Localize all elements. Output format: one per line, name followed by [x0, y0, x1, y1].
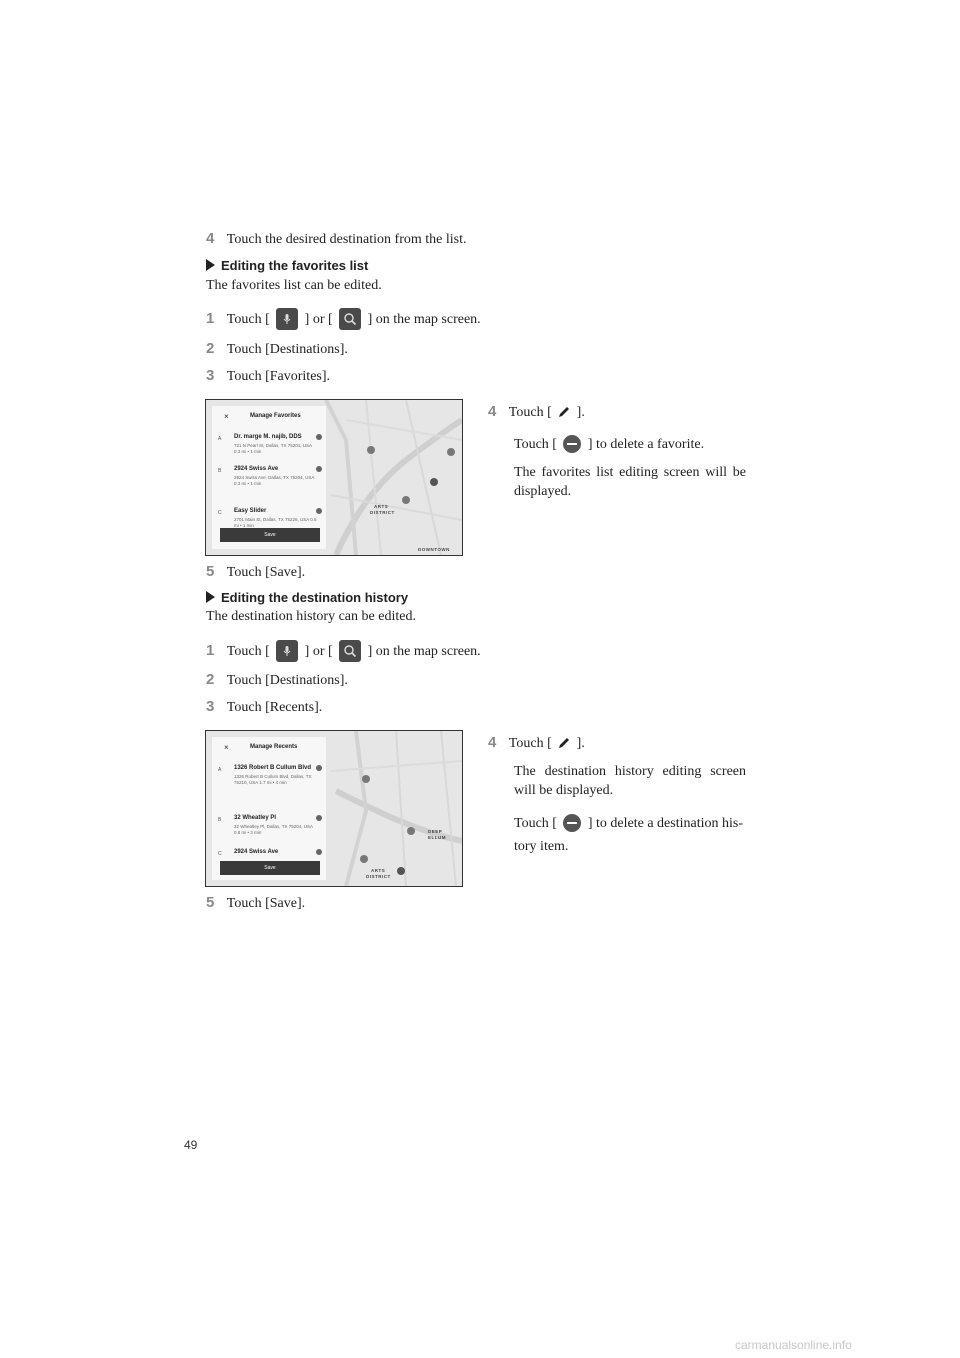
history-heading-text: Editing the destination history — [221, 590, 409, 605]
remove-icon[interactable] — [316, 815, 322, 821]
favorites-step-2 — [206, 340, 348, 358]
entry-address: 32 Wheatley Pl, Dallas, TX 75204, USA 0.8 mi • 2 min — [234, 824, 313, 835]
history-step-2 — [206, 671, 348, 689]
delete-text-post: ] to delete a destination his-tory item. — [514, 816, 743, 854]
favorites-heading-text: Editing the favorites list — [221, 258, 369, 273]
entry-name: 32 Wheatley Pl — [234, 815, 277, 821]
step-number: 1 — [206, 310, 215, 328]
favorites-step-5 — [206, 563, 305, 581]
step-text-mid: ] or [ — [304, 644, 333, 660]
history-step-4 — [488, 734, 746, 858]
delete-text-post: ] to delete a favorite. — [587, 437, 705, 453]
step-number: 2 — [206, 671, 215, 688]
remove-icon[interactable] — [316, 508, 322, 514]
entry-name: Easy Slider — [234, 508, 267, 514]
map-label: DOWNTOWN — [418, 547, 450, 552]
entry-letter: A — [218, 767, 222, 773]
panel-title: Manage Favorites — [250, 413, 301, 419]
delete-text-pre: Touch [ — [514, 816, 557, 831]
step-text-pre: Touch [ — [508, 405, 552, 420]
entry-letter: B — [218, 817, 222, 823]
delete-text-pre: Touch [ — [514, 437, 557, 453]
intro-step-4 — [206, 230, 467, 248]
step-text-post: ]. — [576, 405, 585, 420]
map-label: DEEP — [428, 829, 443, 834]
history-description: The destination history can be edited. — [206, 609, 416, 624]
pencil-icon — [556, 404, 572, 420]
history-heading — [206, 590, 408, 605]
step-number: 4 — [488, 403, 497, 420]
close-icon[interactable]: × — [224, 412, 229, 421]
save-button[interactable]: Save — [220, 861, 320, 875]
remove-icon[interactable] — [316, 466, 322, 472]
triangle-bullet-icon — [206, 591, 215, 603]
entry-address: 721 N Pearl St, Dallas, TX 75201, USA 0.3 mi • 1 min — [234, 443, 312, 454]
footer-watermark[interactable]: carmanualsonline.info — [735, 1338, 852, 1352]
step-text: Touch [Destinations]. — [226, 673, 348, 688]
entry-letter: C — [218, 851, 222, 857]
map-label: DISTRICT — [370, 510, 395, 515]
save-button[interactable]: Save — [220, 528, 320, 542]
step-text-post: ] on the map screen. — [367, 644, 481, 660]
close-icon[interactable]: × — [224, 743, 229, 752]
step-number: 5 — [206, 894, 215, 911]
step-text: Touch [Save]. — [226, 565, 306, 580]
remove-icon[interactable] — [316, 434, 322, 440]
step-text-pre: Touch [ — [226, 644, 270, 660]
history-step-1 — [206, 640, 481, 662]
triangle-bullet-icon — [206, 259, 215, 271]
step-number: 5 — [206, 563, 215, 580]
step-text: Touch the desired destination from the list. — [226, 232, 467, 247]
microphone-icon — [276, 640, 298, 662]
step-text-pre: Touch [ — [508, 736, 552, 751]
step-text: Touch [Favorites]. — [226, 369, 331, 384]
step-note: The destination history editing screen will be displayed. — [514, 764, 746, 798]
entry-letter: C — [218, 510, 222, 516]
step-text-post: ]. — [576, 736, 585, 751]
entry-letter: A — [218, 436, 222, 442]
remove-icon[interactable] — [316, 765, 322, 771]
step-number: 3 — [206, 367, 215, 384]
step-text-pre: Touch [ — [226, 312, 270, 328]
minus-circle-icon — [563, 814, 581, 832]
step-text: Touch [Recents]. — [226, 700, 323, 715]
map-label: ARTS — [371, 868, 386, 873]
search-icon — [339, 640, 361, 662]
step-number: 2 — [206, 340, 215, 357]
entry-address: 1326 Robert B Cullum Blvd, Dallas, TX 75210, USA 1.7 mi • 4 min — [234, 774, 312, 785]
step-text-post: ] on the map screen. — [367, 312, 481, 328]
favorites-description: The favorites list can be edited. — [206, 278, 382, 293]
history-step-3 — [206, 698, 322, 716]
manage-recents-screenshot — [205, 730, 463, 887]
entry-name: 2924 Swiss Ave — [234, 466, 279, 472]
favorites-heading — [206, 258, 368, 273]
entry-name: 2924 Swiss Ave — [234, 849, 279, 855]
step-text: Touch [Save]. — [226, 896, 306, 911]
entry-letter: B — [218, 468, 222, 474]
step-note: The favorites list editing screen will be displayed. — [514, 465, 746, 500]
map-label: ARTS — [374, 504, 389, 509]
map-label: ELLUM — [428, 835, 446, 840]
step-number: 4 — [488, 734, 497, 751]
entry-address: 2701 Main St, Dallas, TX 75226, USA 0.6 mi • 1 min — [234, 517, 317, 528]
entry-name: Dr. marge M. najib, DDS — [234, 434, 302, 440]
remove-icon[interactable] — [316, 849, 322, 855]
microphone-icon — [276, 308, 298, 330]
manage-favorites-screenshot — [205, 399, 463, 556]
favorites-step-4 — [488, 403, 746, 501]
pencil-icon — [556, 735, 572, 751]
recents-list-panel — [212, 737, 326, 880]
entry-address: 2924 Swiss Ave, Dallas, TX 75204, USA 0.3 mi • 1 min — [234, 475, 315, 486]
entry-name: 1326 Robert B Cullum Blvd — [234, 765, 312, 771]
search-icon — [339, 308, 361, 330]
step-number: 3 — [206, 698, 215, 715]
favorites-step-3 — [206, 367, 330, 385]
step-number: 1 — [206, 642, 215, 660]
favorites-step-1 — [206, 308, 481, 330]
minus-circle-icon — [563, 435, 581, 453]
panel-title: Manage Recents — [250, 744, 298, 750]
map-label: DISTRICT — [366, 874, 391, 879]
page-number: 49 — [184, 1138, 198, 1152]
history-step-5 — [206, 894, 305, 912]
step-text-mid: ] or [ — [304, 312, 333, 328]
step-text: Touch [Destinations]. — [226, 342, 348, 357]
step-number: 4 — [206, 230, 215, 247]
favorites-list-panel — [212, 406, 326, 549]
